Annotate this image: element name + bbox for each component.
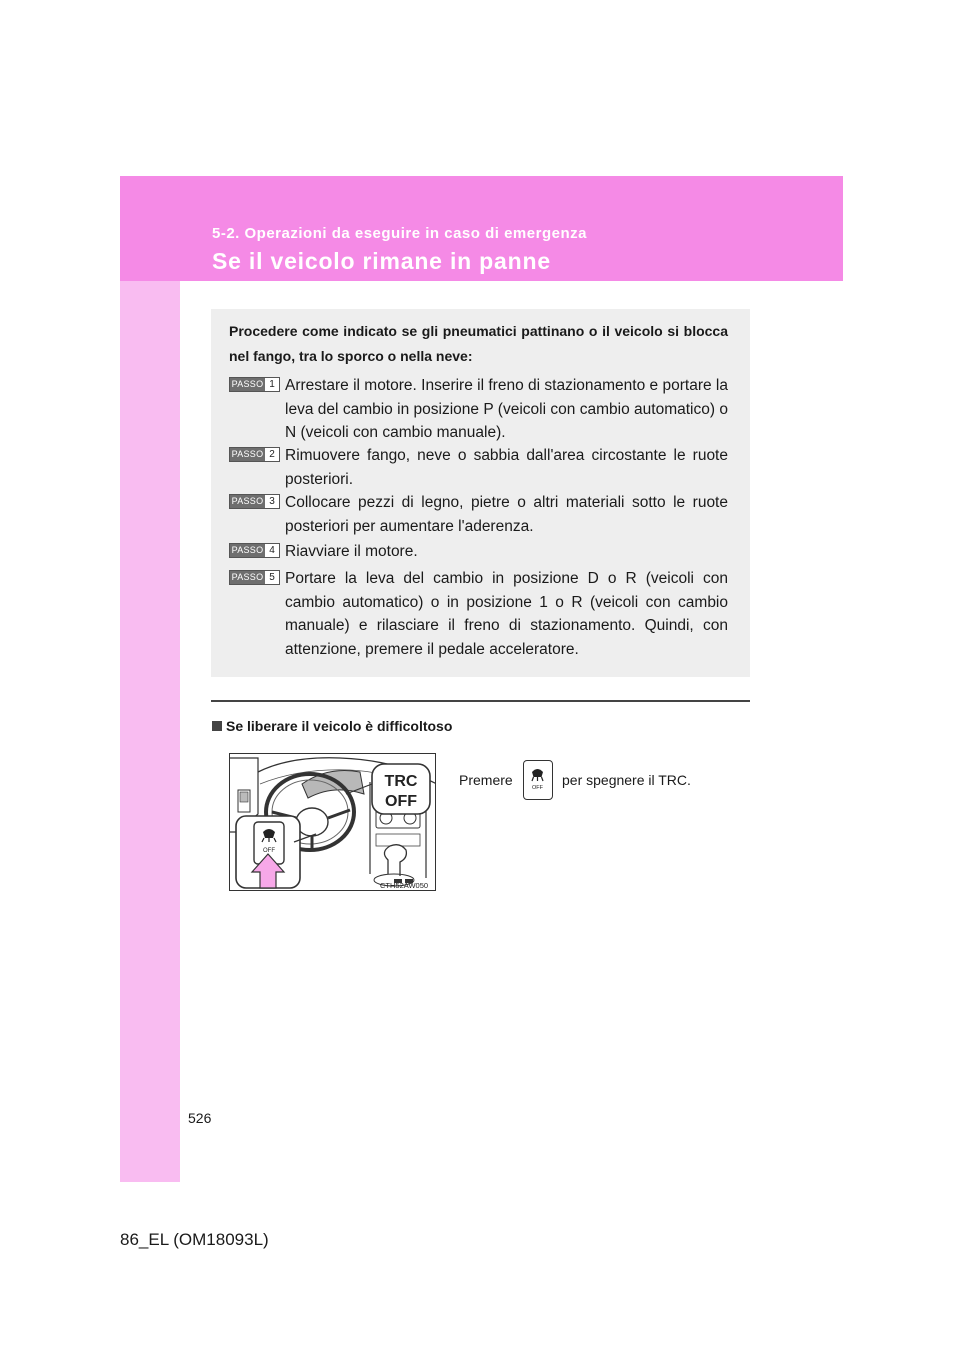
- instruction-suffix: per spegnere il TRC.: [562, 772, 691, 788]
- step-text: Arrestare il motore. Inserire il freno di stazionamento e portare la leva del cambio in posizione P (veicoli con cambio automatico) o N (veicoli con cambio manuale).: [285, 377, 728, 441]
- step-badge-word: PASSO: [231, 379, 264, 389]
- callout-trc-text: TRC: [384, 773, 418, 790]
- switch-off-label: OFF: [263, 848, 275, 854]
- switch-icon-off-text: OFF: [532, 785, 543, 791]
- step-badge-number: 4: [269, 545, 275, 556]
- step-badge: [229, 377, 280, 392]
- page-number: 526: [188, 1110, 212, 1126]
- step-badge: [229, 447, 280, 462]
- procedure-intro: Procedere come indicato se gli pneumatici pattinano o il veicolo si blocca nel fango, tra lo sporco o nella neve:: [229, 323, 728, 364]
- step-text: Riavviare il motore.: [285, 543, 418, 560]
- step-badge-number: 5: [269, 572, 275, 583]
- step-badge-word: PASSO: [231, 572, 264, 582]
- square-bullet-icon: [212, 721, 222, 731]
- step-badge-word: PASSO: [231, 449, 264, 459]
- figure-code: CTH52AW050: [380, 881, 429, 890]
- subsection-heading-text: Se liberare il veicolo è difficoltoso: [226, 718, 453, 734]
- step-badge: [229, 494, 280, 509]
- step-text: Rimuovere fango, neve o sabbia dall'area circostante le ruote posteriori.: [285, 447, 728, 488]
- step-badge-number: 3: [269, 496, 275, 507]
- callout-off-text: OFF: [385, 793, 417, 810]
- step-badge: [229, 543, 280, 558]
- step-badge: [229, 570, 280, 585]
- dashboard-drawing: [230, 754, 436, 891]
- trc-instruction: [459, 760, 759, 800]
- side-color-strip: [120, 176, 180, 1182]
- step-text: Collocare pezzi di legno, pietre o altri materiali sotto le ruote posteriori per aumentare l'aderenza.: [285, 494, 728, 535]
- instruction-prefix: Premere: [459, 772, 513, 788]
- section-label: 5-2. Operazioni da eseguire in caso di emergenza: [212, 225, 587, 242]
- document-code: 86_EL (OM18093L): [120, 1230, 269, 1249]
- step-badge-number: 1: [269, 379, 275, 390]
- dashboard-illustration: [229, 753, 436, 891]
- page-title: Se il veicolo rimane in panne: [212, 248, 551, 274]
- step-badge-number: 2: [269, 449, 275, 460]
- subsection-heading: [212, 718, 452, 734]
- section-divider: [211, 700, 750, 702]
- trc-off-switch-icon: [523, 760, 553, 800]
- step-badge-word: PASSO: [231, 545, 264, 555]
- step-badge-word: PASSO: [231, 496, 264, 506]
- step-text: Portare la leva del cambio in posizione D o R (veicoli con cambio automatico) o in posizione 1 o R (veicoli con cambio manuale) e rilasciare il freno di stazionamento. Quindi, con attenzione, premere il pedale acceleratore.: [285, 570, 728, 658]
